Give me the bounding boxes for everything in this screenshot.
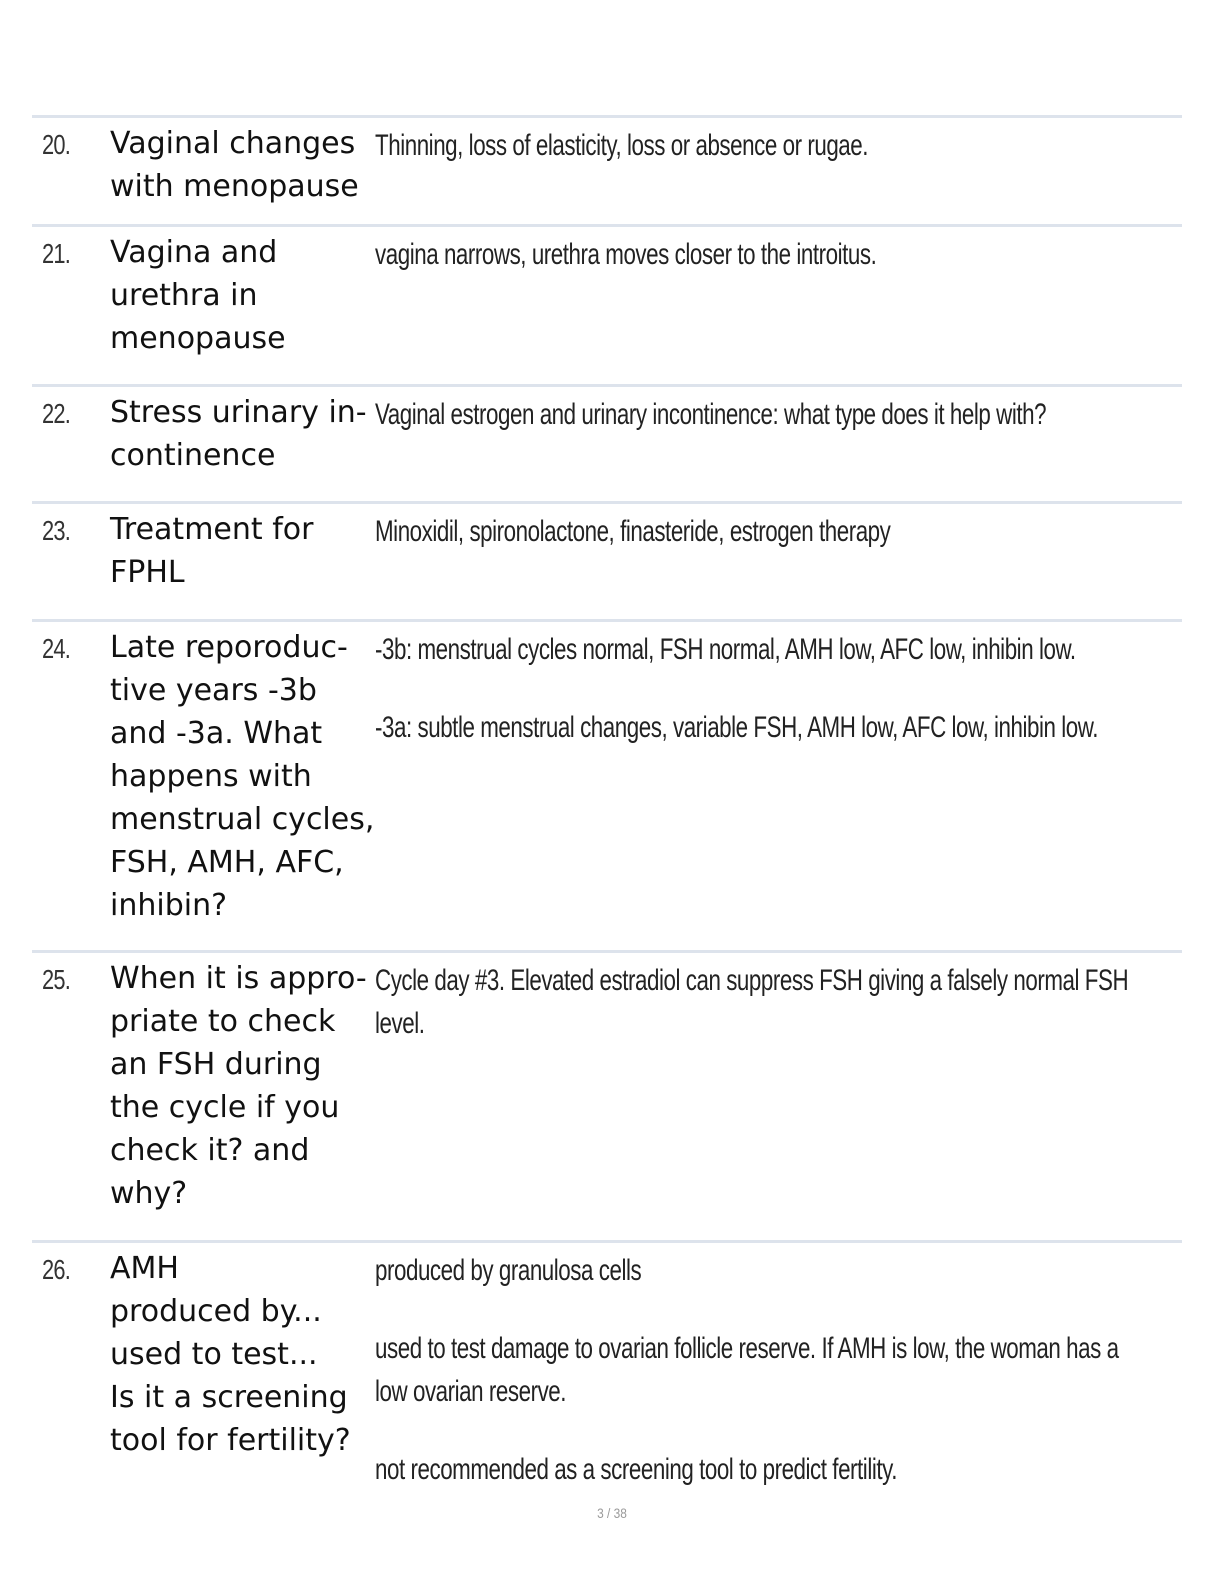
page-indicator: 3 / 38 xyxy=(597,1505,627,1521)
card-number: 20. xyxy=(42,129,71,160)
card-answer: produced by granulosa cells used to test damage to ovarian follicle reserve. If AMH is low, the woman has a low ovarian reserve. not recommended as a screening tool to predict fertility. xyxy=(375,1254,1119,1486)
flashcard-22 xyxy=(32,387,1182,504)
card-question: Stress urinary in- continence xyxy=(110,395,367,473)
flashcard-24 xyxy=(32,622,1182,953)
card-question: Vaginal changes with menopause xyxy=(110,126,359,204)
card-number: 21. xyxy=(42,238,71,269)
card-answer: -3b: menstrual cycles normal, FSH normal, AMH low, AFC low, inhibin low. -3a: subtle menstrual changes, variable FSH, AMH low, AFC low, inhibin low. xyxy=(375,633,1099,744)
card-question: Late reporoduc- tive years -3b and -3a. What happens with menstrual cycles, FSH, AMH, AFC, inhibin? xyxy=(110,630,375,923)
card-question: Vagina and urethra in menopause xyxy=(110,235,286,356)
flashcard-23 xyxy=(32,504,1182,622)
card-answer: Cycle day #3. Elevated estradiol can suppress FSH giving a falsely normal FSH level. xyxy=(375,964,1129,1040)
card-number: 24. xyxy=(42,633,71,664)
card-answer: Thinning, loss of elasticity, loss or absence or rugae. xyxy=(375,129,869,162)
card-number: 23. xyxy=(42,515,71,546)
card-answer: Vaginal estrogen and urinary incontinence: what type does it help with? xyxy=(375,398,1047,431)
flashcard-26 xyxy=(32,1243,1182,1503)
flashcard-20 xyxy=(32,118,1182,227)
card-number: 25. xyxy=(42,964,71,995)
card-answer: vagina narrows, urethra moves closer to the introitus. xyxy=(375,238,877,271)
flashcard-list xyxy=(32,115,1182,1503)
card-number: 22. xyxy=(42,398,71,429)
card-number: 26. xyxy=(42,1254,71,1285)
flashcard-21 xyxy=(32,227,1182,387)
card-answer: Minoxidil, spironolactone, finasteride, estrogen therapy xyxy=(375,515,891,548)
flashcard-25 xyxy=(32,953,1182,1243)
card-question: When it is appro- priate to check an FSH during the cycle if you check it? and why? xyxy=(110,961,367,1211)
card-question: AMH produced by... used to test... Is it a screening tool for fertility? xyxy=(110,1251,351,1458)
card-question: Treatment for FPHL xyxy=(110,512,314,590)
